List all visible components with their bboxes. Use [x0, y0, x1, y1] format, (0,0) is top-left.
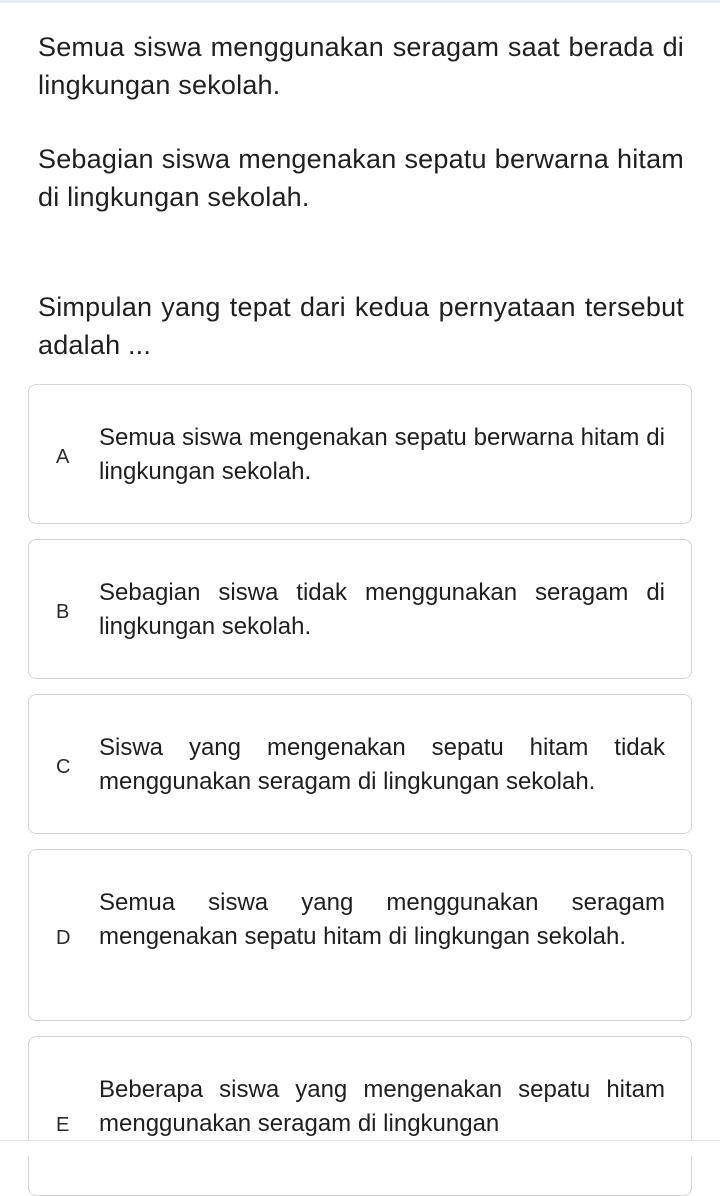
premise-2: Sebagian siswa mengenakan sepatu berwarna hitam di lingkungan sekolah.: [38, 144, 684, 212]
premise-1: Semua siswa menggunakan seragam saat berada di lingkungan sekolah.: [38, 32, 684, 100]
option-text: Beberapa siswa yang mengenakan sepatu hitam menggunakan seragam di lingkungan: [99, 1076, 665, 1137]
option-a[interactable]: [28, 384, 692, 524]
option-letter: E: [56, 1114, 70, 1136]
bottom-bar: [0, 1140, 720, 1156]
option-c[interactable]: [28, 694, 692, 834]
option-letter: B: [56, 601, 70, 623]
option-d[interactable]: [28, 849, 692, 1021]
option-text: Sebagian siswa tidak menggunakan seragam di lingkungan sekolah.: [99, 579, 665, 640]
option-text: Semua siswa mengenakan sepatu berwarna hitam di lingkungan sekolah.: [99, 424, 665, 485]
option-letter: A: [56, 446, 70, 468]
option-letter: D: [56, 927, 71, 949]
question-stem: [38, 28, 684, 364]
option-text: Siswa yang mengenakan sepatu hitam tidak menggunakan seragam di lingkungan sekolah.: [99, 734, 665, 795]
option-b[interactable]: [28, 539, 692, 679]
top-divider: [0, 0, 720, 3]
question-prompt: Simpulan yang tepat dari kedua pernyataan tersebut adalah ...: [38, 292, 684, 360]
option-e[interactable]: [28, 1036, 692, 1196]
option-text: Semua siswa yang menggunakan seragam mengenakan sepatu hitam di lingkungan sekolah.: [99, 889, 665, 950]
option-letter: C: [56, 756, 71, 778]
